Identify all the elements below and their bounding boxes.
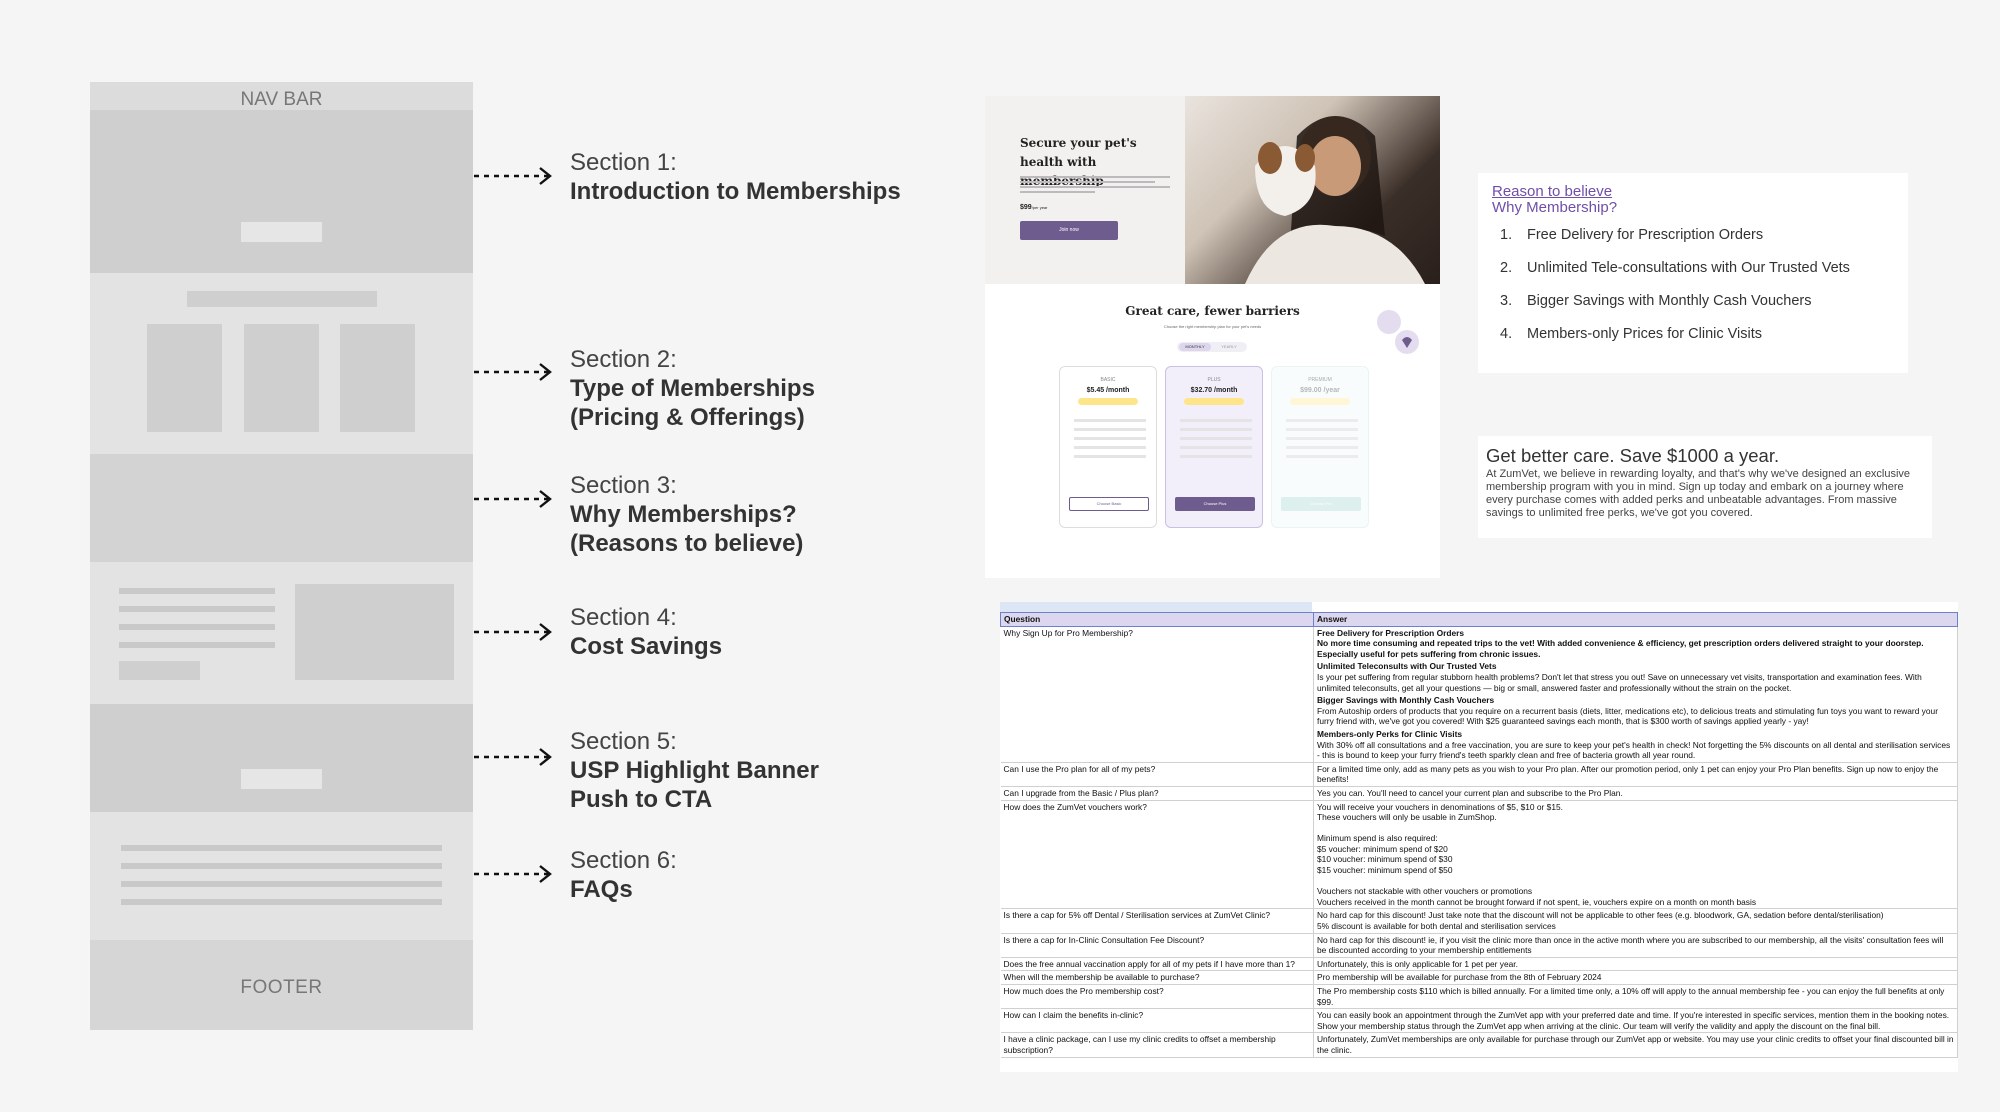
faq-answer-cell[interactable] xyxy=(1314,626,1958,762)
arrow-section-3 xyxy=(474,491,550,507)
reason-number: 3. xyxy=(1500,293,1513,309)
footer-label: FOOTER xyxy=(240,977,323,998)
answer-text: Is your pet suffering from regular stubborn health problems? Don't let that stress you out! Save on unnecessary vet visits, transportation and examination fees. With unlimited teleconsults, get all your questions — big or small, answered faster and professionally without the strain on the pocket. xyxy=(1317,671,1922,693)
arrow-section-1 xyxy=(474,168,550,184)
plan-name: BASIC xyxy=(1100,377,1116,383)
faq-question-cell[interactable]: When will the membership be available to purchase? xyxy=(1001,971,1314,985)
faq-question-cell[interactable]: Can I use the Pro plan for all of my pets? xyxy=(1001,762,1314,786)
savings-body: At ZumVet, we believe in rewarding loyalty, and that's why we've designed an exclusive membership program with you in mind. Sign up today and embark on a journey where every purchase comes with added perks and unbeatable advantages. From massive savings to unlimited free perks, we've got you covered. xyxy=(1486,468,1911,519)
section-2-label xyxy=(570,345,815,432)
membership-page-mockup xyxy=(985,96,1440,578)
reason-text: Bigger Savings with Monthly Cash Vouchers xyxy=(1527,293,1812,309)
pricing-card-plus xyxy=(1165,366,1263,528)
faq-header-row xyxy=(1001,613,1958,627)
reason-text: Unlimited Tele-consultations with Our Trusted Vets xyxy=(1527,260,1850,276)
choose-pro-button[interactable]: Choose Pro xyxy=(1281,497,1361,511)
pricing-card-premium xyxy=(1271,366,1369,528)
reason-item xyxy=(1492,285,1850,318)
section-title: Why Memberships? xyxy=(570,501,797,528)
faq-question-cell[interactable]: How does the ZumVet vouchers work? xyxy=(1001,800,1314,909)
pricing-subtitle: Choose the right membership plan for your pet's needs xyxy=(1163,324,1262,329)
section-6-label xyxy=(570,846,677,904)
reasons-list xyxy=(1492,219,1850,351)
answer-text: For a limited time only, add as many pets as you wish to your Pro plan. After our promotion period, only 1 pet can enjoy your Pro Plan benefits. Sign up now to enjoy the benefits! xyxy=(1317,763,1939,785)
answer-bold-text: Free Delivery for Prescription Orders xyxy=(1317,627,1465,638)
section-title: FAQs xyxy=(570,876,633,903)
woman-with-dog-image xyxy=(1185,96,1440,284)
answer-text: The Pro membership costs $110 which is billed annually. For a limited time only, a 10% off will apply to the annual membership fee - you can enjoy the full benefits at only $99. xyxy=(1317,986,1945,1007)
question-header[interactable]: Question xyxy=(1001,613,1314,627)
section-number: Section 2: xyxy=(570,346,677,373)
hero-price xyxy=(1020,204,1047,211)
faq-row xyxy=(1001,800,1958,909)
cost-savings-box xyxy=(1478,436,1932,538)
reason-number: 2. xyxy=(1500,260,1513,276)
arrow-section-4 xyxy=(474,624,550,640)
faq-question-cell[interactable]: How much does the Pro membership cost? xyxy=(1001,985,1314,1009)
faq-question-cell[interactable]: I have a clinic package, can I use my clinic credits to offset a membership subscription? xyxy=(1001,1033,1314,1057)
answer-text: You will receive your vouchers in denominations of $5, $10 or $15. These vouchers will only be usable in ZumShop. Minimum spend is also required: $5 voucher: minimum spend of $20 $10 voucher: minimum spend of $30 $15 voucher: minimum spend of $50 Vouchers not stackable with other vouchers or promotions Vouchers received in the month cannot be brought forward if not spent, ie, vouchers expire on a month on month basis xyxy=(1317,801,1757,907)
faq-answer-cell[interactable] xyxy=(1314,985,1958,1009)
answer-text: With 30% off all consultations and a free vaccination, you are sure to keep your pet's health in check! Not forgetting the 5% discounts on all dental and sterilisation services - this is bound to keep your furry friend's teeth sparkly clean and free of bacteria growth all year round. xyxy=(1317,739,1951,761)
column-header-bar xyxy=(1000,602,1958,612)
pricing-title: Great care, fewer barriers xyxy=(1125,304,1300,318)
faq-answer-cell[interactable] xyxy=(1314,1009,1958,1033)
faq-row xyxy=(1001,971,1958,985)
faq-row xyxy=(1001,786,1958,800)
answer-bold-text: Bigger Savings with Monthly Cash Vouchers xyxy=(1317,695,1495,706)
section-number: Section 1: xyxy=(570,149,677,176)
reason-text: Free Delivery for Prescription Orders xyxy=(1527,227,1764,243)
section-title: (Reasons to believe) xyxy=(570,530,804,557)
answer-text: Pro membership will be available for purchase from the 8th of February 2024 xyxy=(1317,972,1602,983)
pricing-card-basic xyxy=(1059,366,1157,528)
answer-text: Unfortunately, this is only applicable for 1 pet per year. xyxy=(1317,958,1518,969)
answer-text: Yes you can. You'll need to cancel your current plan and subscribe to the Pro Plan. xyxy=(1317,787,1623,798)
faq-question-cell[interactable]: Why Sign Up for Pro Membership? xyxy=(1001,626,1314,762)
reason-number: 1. xyxy=(1500,227,1513,243)
faq-answer-cell[interactable] xyxy=(1314,909,1958,933)
hero-price-value: $99 xyxy=(1020,204,1032,211)
hero-photo xyxy=(1185,96,1440,284)
plan-price: $99.00 /year xyxy=(1300,387,1340,394)
answer-text: No hard cap for this discount! Just take note that the discount will not be applicable to other fees (e.g. bloodwork, GA, sedation before dental/sterilisation) 5% discount is available for both dental and sterilisation services xyxy=(1317,910,1884,932)
answer-text: Unfortunately, ZumVet memberships are only available for purchase through our ZumVet app or website. You may use your clinic credits to offset your final discounted bill in the clinic. xyxy=(1317,1034,1954,1055)
faq-answer-cell[interactable] xyxy=(1314,786,1958,800)
faq-row xyxy=(1001,985,1958,1009)
arrow-section-6 xyxy=(474,866,550,882)
section-3-label xyxy=(570,471,803,558)
faq-question-cell[interactable]: Is there a cap for In-Clinic Consultation Fee Discount? xyxy=(1001,933,1314,957)
faq-answer-cell[interactable] xyxy=(1314,971,1958,985)
answer-header[interactable]: Answer xyxy=(1314,613,1958,627)
toggle-monthly[interactable]: MONTHLY xyxy=(1179,343,1211,351)
reason-text: Members-only Prices for Clinic Visits xyxy=(1527,326,1763,342)
faq-row xyxy=(1001,933,1958,957)
faq-answer-cell[interactable] xyxy=(1314,933,1958,957)
section-5-label xyxy=(570,727,819,814)
section-number: Section 6: xyxy=(570,847,677,874)
section-title: Type of Memberships xyxy=(570,375,815,402)
reasons-to-believe-box xyxy=(1478,173,1908,373)
faq-question-cell[interactable]: Does the free annual vaccination apply for all of my pets if I have more than 1? xyxy=(1001,957,1314,971)
faq-spreadsheet xyxy=(1000,602,1958,1072)
faq-row xyxy=(1001,762,1958,786)
plan-tag xyxy=(1184,398,1244,405)
section-title: (Pricing & Offerings) xyxy=(570,404,805,431)
reason-item xyxy=(1492,252,1850,285)
section-number: Section 4: xyxy=(570,604,677,631)
nav-bar-label: NAV BAR xyxy=(240,89,323,110)
choose-basic-button[interactable]: Choose Basic xyxy=(1069,497,1149,511)
savings-heading: Get better care. Save $1000 a year. xyxy=(1486,445,1780,466)
faq-question-cell[interactable]: Can I upgrade from the Basic / Plus plan? xyxy=(1001,786,1314,800)
hero-price-unit: /per year xyxy=(1031,205,1048,210)
faq-question-cell[interactable]: Is there a cap for 5% off Dental / Sterilisation services at ZumVet Clinic? xyxy=(1001,909,1314,933)
billing-toggle[interactable] xyxy=(1177,342,1247,352)
faq-row xyxy=(1001,1033,1958,1057)
faq-answer-cell[interactable] xyxy=(1314,800,1958,909)
plan-tag xyxy=(1290,398,1350,405)
answer-text: No hard cap for this discount! ie, if you visit the clinic more than once in the active month where you are subscribed to our membership, all the visits' consultation fees will be discounted according to your membership entitlements xyxy=(1317,934,1944,956)
faq-answer-cell[interactable] xyxy=(1314,762,1958,786)
plan-price: $32.70 /month xyxy=(1190,387,1238,394)
answer-bold-text: No more time consuming and repeated trips to the vet! With added convenience & efficiency, get prescription orders delivered straight to your doorstep. Especially useful for pets suffering from chronic issues. xyxy=(1317,638,1924,659)
choose-plus-button[interactable]: Choose Plus xyxy=(1175,497,1255,511)
plan-name: PLUS xyxy=(1207,377,1221,383)
answer-bold-text: Unlimited Teleconsults with Our Trusted Vets xyxy=(1317,661,1497,672)
faq-answer-cell[interactable] xyxy=(1314,957,1958,971)
section-number: Section 5: xyxy=(570,728,677,755)
plan-name: PREMIUM xyxy=(1308,377,1332,383)
reason-item xyxy=(1492,318,1850,351)
faq-answer-cell[interactable] xyxy=(1314,1033,1958,1057)
why-membership-subtitle: Why Membership? xyxy=(1492,199,1618,216)
toggle-yearly[interactable]: YEARLY xyxy=(1221,344,1237,349)
join-now-button[interactable]: Join now xyxy=(1020,221,1118,240)
section-number: Section 3: xyxy=(570,472,677,499)
section-4-label xyxy=(570,603,722,661)
arrow-section-2 xyxy=(474,364,550,380)
faq-row xyxy=(1001,909,1958,933)
paw-heart-icon xyxy=(1375,308,1425,358)
section-title: Push to CTA xyxy=(570,786,713,813)
section-title: USP Highlight Banner xyxy=(570,757,819,784)
answer-bold-text: Members-only Perks for Clinic Visits xyxy=(1317,728,1463,739)
plan-tag xyxy=(1078,398,1138,405)
arrow-section-5 xyxy=(474,749,550,765)
reason-item xyxy=(1492,219,1850,252)
answer-text: From Autoship orders of products that you require on a recurrent basis (diets, litter, medications etc), to delicious treats and stimulating fun toys you want to reward your furry friend with, we've got you covered! With $25 guaranteed savings each month, that is $300 worth of savings applied yearly - yay! xyxy=(1317,705,1938,727)
section-title: Introduction to Memberships xyxy=(570,178,901,205)
faq-row xyxy=(1001,1009,1958,1033)
faq-question-cell[interactable]: How can I claim the benefits in-clinic? xyxy=(1001,1009,1314,1033)
reason-number: 4. xyxy=(1500,326,1513,342)
hero-description xyxy=(1020,176,1170,193)
faq-row xyxy=(1001,626,1958,762)
faq-table xyxy=(1000,612,1958,1058)
answer-text: You can easily book an appointment through the ZumVet app with your preferred date and time. If you're interested in specific services, mention them in the booking notes. Show your membership status through the ZumVet app when arriving at the clinic. Our team will verify the validity and apply the discount on the final bill. xyxy=(1317,1010,1950,1031)
plan-price: $5.45 /month xyxy=(1086,387,1130,394)
hero-title: Secure your pet's health with xyxy=(1020,136,1137,169)
faq-row xyxy=(1001,957,1958,971)
section-title: Cost Savings xyxy=(570,633,723,660)
mockup-hero xyxy=(985,96,1440,284)
section-1-label xyxy=(570,148,901,206)
reason-to-believe-link[interactable]: Reason to believe xyxy=(1492,183,1613,200)
